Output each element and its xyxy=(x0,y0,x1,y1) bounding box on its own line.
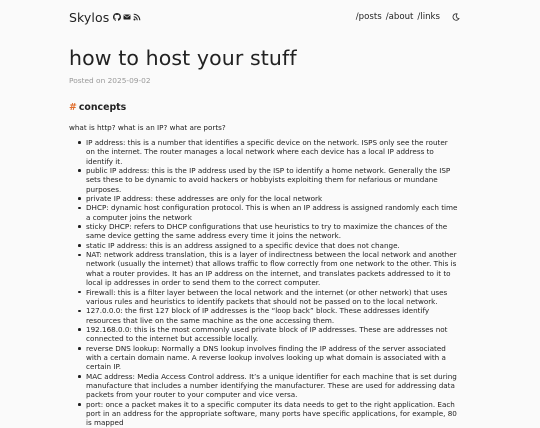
moon-icon[interactable] xyxy=(452,13,460,21)
nav-about[interactable]: /about xyxy=(385,12,414,22)
list-item: 127.0.0.0: the first 127 block of IP addresses is the “loop back” block. These addresses identify resources that live on the same machine as the one accessing them. xyxy=(86,306,458,325)
github-icon[interactable] xyxy=(113,13,121,21)
main-nav xyxy=(356,12,460,22)
nav-links[interactable]: /links xyxy=(417,12,440,22)
list-item: NAT: network address translation, this is a layer of indirectness between the local network and another network (usually the internet) that allows traffic to flow correctly from one network to the other. This is what a router provides. It has an IP address on the internet, and translates packets addressed to it to local ip addresses in order to send them to the correct computer. xyxy=(86,250,457,288)
heading-anchor[interactable]: # xyxy=(69,102,77,113)
site-logo[interactable]: Skylos xyxy=(69,9,110,25)
list-item: reverse DNS lookup: Normally a DNS lookup involves finding the IP address of the server associated with a certain domain name. A reverse lookup involves looking up what domain is associated with a certain IP. xyxy=(86,344,458,372)
list-item: sticky DHCP: refers to DHCP configurations that use heuristics to try to maximize the chances of the same device getting the same address every time it joins the network. xyxy=(86,222,458,241)
list-item: port: once a packet makes it to a specific computer its data needs to get to the right application. Each port in an address for the appropriate software, many ports have specific applications, for example, 80 is mapped xyxy=(86,399,457,428)
list-item: public IP address: this is the IP address used by the ISP to identify a home network. Generally the ISP sets these to be dynamic to avoid hackers or hobbyists exploiting them for nefarious or mundane purposes. xyxy=(86,166,458,194)
nav-posts[interactable]: /posts xyxy=(355,12,382,22)
rss-icon[interactable] xyxy=(133,13,141,21)
list-item: Firewall: this is a filter layer between the local network and the internet (or other network) that uses various rules and heuristics to identify packets that should not be passed on to the local network. xyxy=(86,288,458,307)
section-heading xyxy=(69,102,126,113)
list-item: private IP address: these addresses are only for the local network xyxy=(86,194,458,203)
mail-icon[interactable] xyxy=(123,13,131,21)
post-title: how to host your stuff xyxy=(69,46,297,70)
social-links xyxy=(113,13,141,21)
list-item: IP address: this is a number that identifies a specific device on the network. ISPS only see the router on the internet. The router manages a local network where each device has a local IP address to identify it. xyxy=(86,138,458,166)
post-date: Posted on 2025-09-02 xyxy=(69,76,151,85)
list-item: MAC address: Media Access Control address. It’s a unique identifier for each machine that is set during manufacture that includes a number identifying the manufacturer. These are used for addressing data packets from your router to your computer and vice versa. xyxy=(86,371,457,400)
list-item: static IP address: this is an address assigned to a specific device that does not change. xyxy=(86,241,458,250)
site-header xyxy=(69,8,460,26)
list-item: DHCP: dynamic host configuration protocol. This is when an IP address is assigned randomly each time a computer joins the network xyxy=(86,203,458,222)
section-heading-text: concepts xyxy=(78,102,127,113)
list-item: 192.168.0.0: this is the most commonly used private block of IP addresses. These are addresses not connected to the internet but accessible locally. xyxy=(86,325,458,344)
section-intro: what is http? what is an IP? what are ports? xyxy=(69,123,226,132)
terms-list xyxy=(86,138,458,428)
